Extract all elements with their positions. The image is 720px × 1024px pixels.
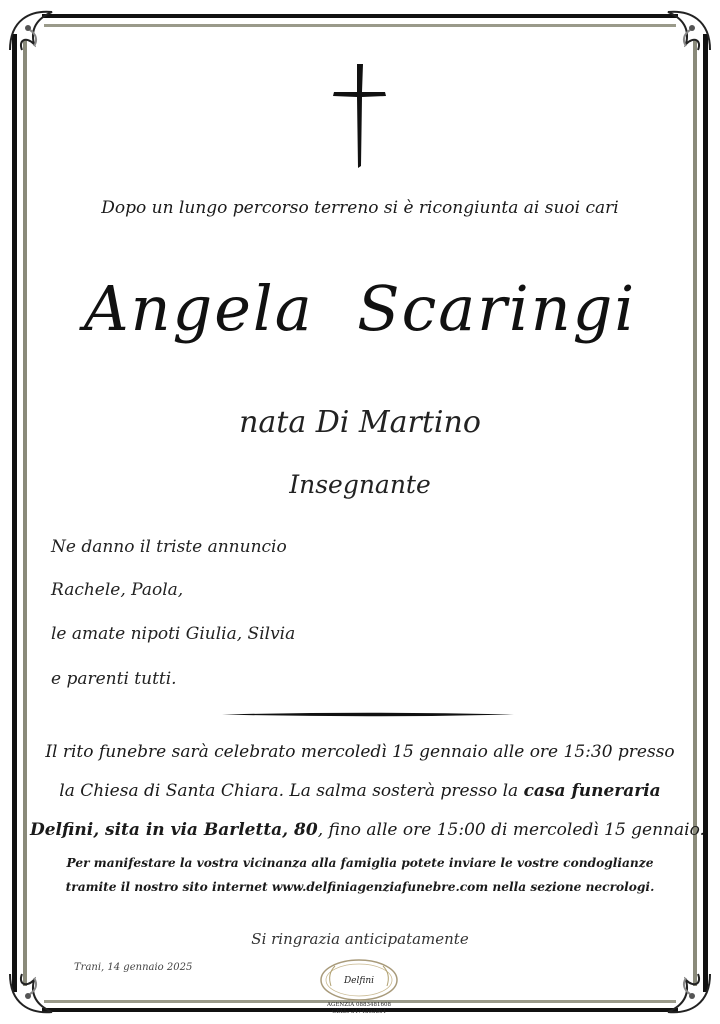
place-date: Trani, 14 gennaio 2025: [74, 962, 193, 973]
thanks-text: Si ringrazia anticipatamente: [251, 930, 469, 948]
funeral-agency-logo: [317, 956, 401, 1016]
family-line: le amate nipoti Giulia, Silvia: [51, 624, 296, 644]
cross-icon: [330, 62, 390, 172]
funeral-home-label: casa funeraria: [523, 781, 661, 801]
condolences-line: Per manifestare la vostra vicinanza alla famiglia potete inviare le vostre condoglianze: [66, 856, 654, 870]
funeral-details-line: [30, 820, 705, 840]
divider-line: [222, 712, 514, 717]
logo-name: Delfini: [343, 976, 375, 986]
family-line: Ne danno il triste annuncio: [51, 537, 287, 557]
funeral-home-address: Delfini, sita in via Barletta, 80: [30, 820, 318, 840]
deceased-name: Angela Scaringi: [83, 272, 637, 345]
maiden-name: nata Di Martino: [239, 405, 481, 440]
logo-phone-cell: CELL. 3474803864: [331, 1009, 387, 1015]
funeral-details-line: Il rito funebre sarà celebrato mercoledì 15 gennaio alle ore 15:30 presso: [45, 742, 675, 762]
funeral-details-line: [30, 781, 690, 801]
condolences-line: tramite il nostro sito internet www.delfiniagenziafunebre.com nella sezione necrologi.: [65, 880, 655, 894]
profession: Insegnante: [289, 470, 431, 499]
funeral-details-text: , fino alle ore 15:00 di mercoledì 15 gennaio.: [317, 820, 705, 840]
family-line: e parenti tutti.: [51, 669, 177, 689]
intro-text: Dopo un lungo percorso terreno si è ricongiunta ai suoi cari: [101, 198, 619, 218]
funeral-details-text: la Chiesa di Santa Chiara. La salma sosterà presso la: [59, 781, 524, 801]
logo-phone-agency: AGENZIA 0883481608: [327, 1002, 391, 1008]
family-line: Rachele, Paola,: [51, 580, 184, 600]
